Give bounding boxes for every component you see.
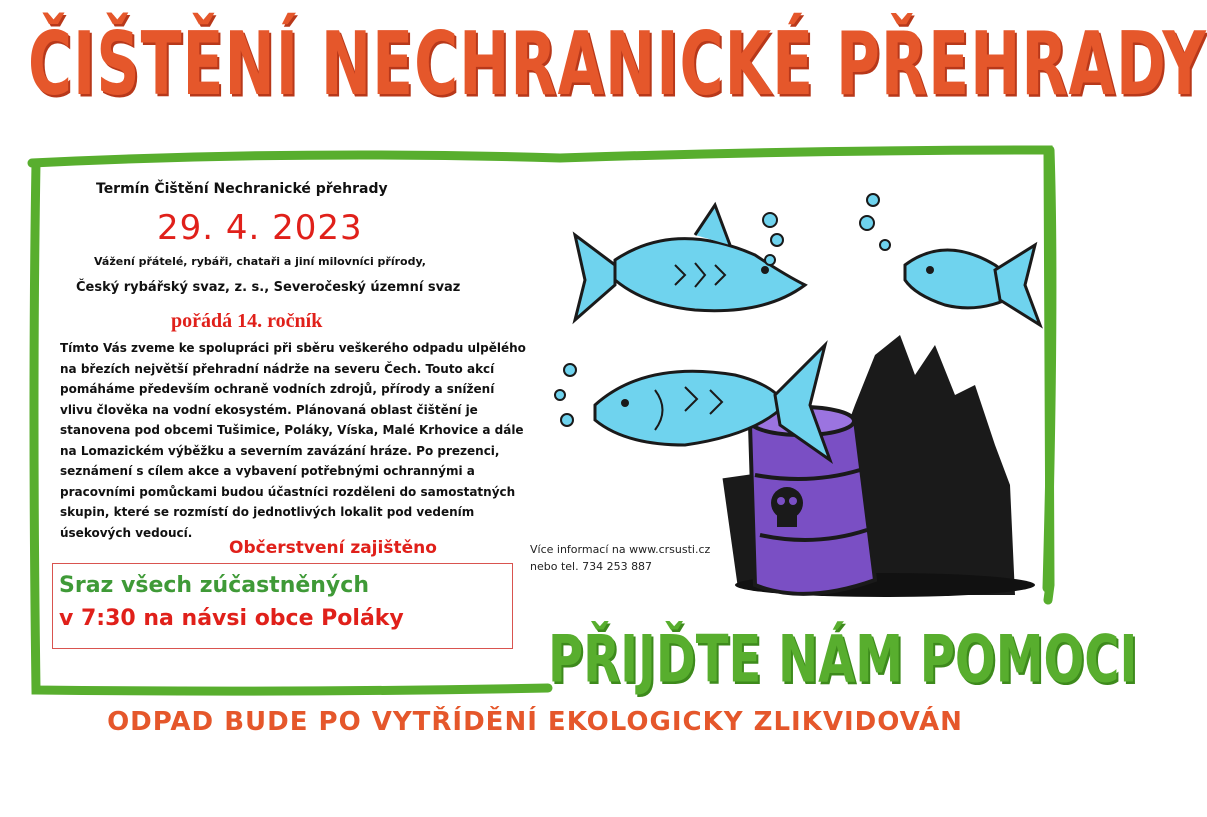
body-line: na březích největší přehradní nádrže na severu Čech. Touto akcí [60, 361, 495, 376]
body-line: Tímto Vás zveme ke spolupráci při sběru veškerého odpadu ulpělého [60, 341, 526, 355]
call-to-action: PŘIJĎTE NÁM POMOCI [548, 622, 1138, 698]
meeting-box [52, 563, 513, 649]
fish-icon [905, 245, 1040, 325]
more-info-web: Více informací na www.crsusti.cz [530, 543, 711, 556]
greeting: Vážení přátelé, rybáři, chataři a jiní milovníci přírody, [94, 255, 426, 268]
fish-barrel-illustration [555, 185, 1045, 605]
event-date: 29. 4. 2023 [157, 208, 363, 248]
page-title: ČIŠTĚNÍ NECHRANICKÉ PŘEHRADY [28, 14, 1207, 116]
meeting-line-2: v 7:30 na návsi obce Poláky [59, 606, 404, 631]
footer-note: ODPAD BUDE PO VYTŘÍDĚNÍ EKOLOGICKY ZLIKVIDOVÁN [107, 707, 963, 737]
edition: pořádá 14. ročník [171, 310, 323, 332]
body-line: úsekových vedoucí. [60, 525, 193, 540]
body-line: na Lomazickém výběžku a severním zavázání hráze. Po prezenci, [60, 443, 500, 458]
invitation-text [60, 338, 530, 543]
term-label: Termín Čištění Nechranické přehrady [96, 181, 388, 197]
body-line: skupin, které se rozmístí do jednotlivých lokalit pod vedením [60, 505, 475, 519]
body-line: seznámení s cílem akce a vybavení potřebnými ochrannými a [60, 464, 475, 478]
refreshments-note: Občerstvení zajištěno [229, 538, 437, 558]
body-line: stanovena pod obcemi Tušimice, Poláky, Víska, Malé Krhovice a dále [60, 423, 524, 437]
meeting-line-1: Sraz všech zúčastněných [59, 573, 369, 598]
more-info-phone: nebo tel. 734 253 887 [530, 560, 653, 573]
organizer: Český rybářský svaz, z. s., Severočeský územní svaz [76, 280, 461, 295]
body-line: pracovními pomůckami budou účastníci rozděleni do samostatných [60, 484, 516, 499]
body-line: pomáháme především ochraně vodních zdrojů, přírody a snížení [60, 382, 495, 396]
body-line: vlivu člověka na vodní ekosystém. Plánovaná oblast čištění je [60, 402, 478, 417]
